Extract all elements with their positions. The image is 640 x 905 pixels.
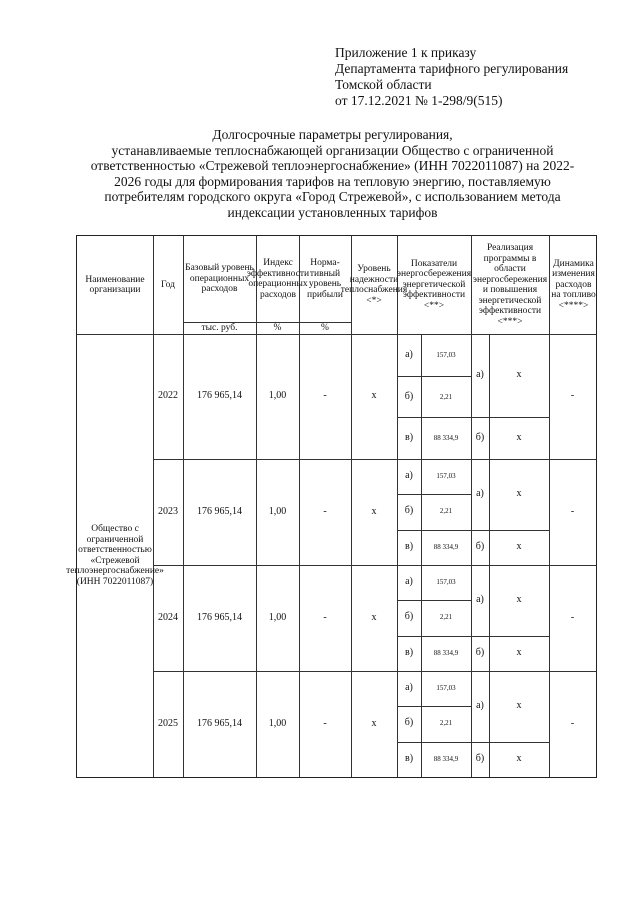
year-cell: 2023: [158, 505, 178, 517]
indicator-label: в): [404, 431, 414, 443]
program-value: х: [516, 647, 522, 659]
indicator-value: 88 334,9: [433, 755, 459, 764]
indicator-label: б): [404, 611, 414, 623]
header-year: Год: [161, 279, 175, 290]
indicator-label: в): [404, 647, 414, 659]
header-reliability: Уровень надежности теплоснабжения <*>: [340, 264, 408, 306]
title-line: ответственностью «Стрежевой теплоэнергоснабжение» (ИНН 7022011087) на 2022-: [90, 158, 575, 173]
header-energy-efficiency: Показатели энергосбережения энергетической эффективности <**>: [396, 258, 472, 311]
indicator-label: а): [405, 576, 413, 588]
appendix-line: от 17.12.2021 № 1-298/9(515): [335, 93, 503, 108]
indicator-value: 2,21: [439, 507, 453, 516]
indicator-value: 88 334,9: [433, 543, 459, 552]
unit-index: %: [273, 322, 282, 333]
indicator-label: а): [405, 348, 413, 360]
year-cell: 2025: [158, 717, 178, 729]
index-cell: 1,00: [268, 717, 287, 729]
program-label: а): [476, 369, 484, 381]
appendix-line: Приложение 1 к приказу: [335, 45, 477, 60]
index-cell: 1,00: [268, 611, 287, 623]
indicator-value: 88 334,9: [433, 433, 459, 442]
indicator-value: 88 334,9: [433, 649, 459, 658]
program-value: х: [516, 594, 522, 606]
indicator-value: 2,21: [439, 719, 453, 728]
dynamics-cell: -: [570, 717, 575, 729]
reliability-cell: х: [371, 390, 377, 402]
title-line: индексации установленных тарифов: [227, 204, 438, 220]
indicator-label: в): [404, 753, 414, 765]
indicator-label: б): [404, 717, 414, 729]
title-line: Долгосрочные параметры регулирования,: [212, 127, 453, 142]
norm-cell: -: [323, 611, 327, 623]
program-label: б): [475, 647, 485, 659]
program-label: а): [476, 488, 484, 500]
indicator-value: 157,03: [436, 350, 456, 359]
indicator-label: б): [404, 505, 414, 517]
dynamics-cell: -: [570, 390, 575, 402]
base-level-cell: 176 965,14: [197, 611, 242, 623]
index-cell: 1,00: [268, 505, 287, 517]
header-organization: Наименование организации: [85, 274, 145, 295]
parameters-table: [66, 235, 597, 778]
title-line: потребителям городского округа «Город Стрежевой», с использованием метода: [104, 189, 561, 204]
norm-cell: -: [323, 390, 327, 402]
program-value: х: [516, 541, 522, 553]
indicator-label: в): [404, 541, 414, 553]
program-label: а): [476, 700, 484, 712]
reliability-cell: х: [371, 505, 377, 517]
appendix-line: Департамента тарифного регулирования: [335, 61, 569, 76]
base-level-cell: 176 965,14: [197, 505, 242, 517]
dynamics-cell: -: [570, 505, 575, 517]
program-value: х: [516, 369, 522, 381]
program-label: б): [475, 431, 485, 443]
program-value: х: [516, 431, 522, 443]
appendix-line: Томской области: [335, 77, 432, 92]
organization-name: Общество с ограниченной ответственностью «Стрежевой теплоэнергоснабжение» (ИНН 7022011087): [66, 524, 164, 587]
indicator-value: 157,03: [436, 684, 456, 693]
index-cell: 1,00: [268, 390, 287, 402]
indicator-value: 157,03: [436, 472, 456, 481]
header-efficiency-index: Индекс эффективности операционных расходов: [246, 258, 310, 300]
unit-norm: %: [321, 322, 329, 333]
base-level-cell: 176 965,14: [197, 390, 242, 402]
indicator-label: а): [405, 470, 413, 482]
base-level-cell: 176 965,14: [197, 717, 242, 729]
header-program: Реализация программы в области энергосбережения и повышения энергетической эффективности <***>: [472, 243, 548, 327]
year-cell: 2024: [158, 611, 178, 623]
program-label: б): [475, 541, 485, 553]
reliability-cell: х: [371, 611, 377, 623]
norm-cell: -: [323, 505, 327, 517]
norm-cell: -: [323, 717, 327, 729]
dynamics-cell: -: [570, 611, 575, 623]
reliability-cell: х: [371, 717, 377, 729]
program-value: х: [516, 488, 522, 500]
header-fuel-dynamics: Динамика изменения расходов на топливо <****>: [551, 258, 596, 311]
title-line: устанавливаемые теплоснабжающей организации Общество с ограниченной: [111, 142, 554, 158]
unit-base: тыс. руб.: [201, 322, 238, 333]
document-title: [60, 127, 605, 220]
program-label: а): [476, 594, 484, 606]
title-line: 2026 годы для формирования тарифов на тепловую энергию, поставляемую: [114, 173, 551, 189]
year-cell: 2022: [158, 390, 178, 402]
indicator-label: а): [405, 682, 413, 694]
program-value: х: [516, 700, 522, 712]
indicator-label: б): [404, 390, 414, 402]
indicator-value: 2,21: [439, 392, 453, 401]
appendix-block: [335, 45, 615, 109]
header-base-level: Базовый уровень операционных расходов: [185, 263, 254, 295]
program-label: б): [475, 753, 485, 765]
header-normative-profit: Норма-тивный уровень прибыли: [307, 258, 343, 300]
program-value: х: [516, 753, 522, 765]
indicator-value: 2,21: [439, 613, 453, 622]
indicator-value: 157,03: [436, 578, 456, 587]
